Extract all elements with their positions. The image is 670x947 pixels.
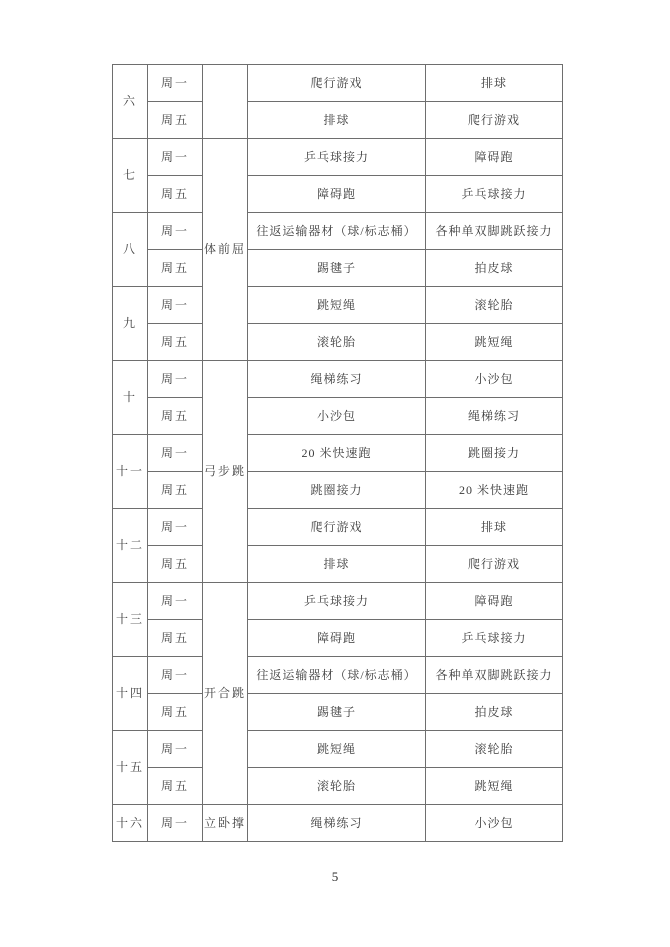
- day-label: 周一: [148, 139, 203, 176]
- activity-cell: 爬行游戏: [426, 102, 563, 139]
- day-label: 周五: [148, 398, 203, 435]
- activity-cell: 小沙包: [248, 398, 426, 435]
- day-label: 周五: [148, 102, 203, 139]
- activity-cell: 跳圈接力: [426, 435, 563, 472]
- activity-cell: 乒乓球接力: [248, 139, 426, 176]
- activity-cell: 各种单双脚跳跃接力: [426, 213, 563, 250]
- table-row: [113, 65, 563, 102]
- activity-cell: 障碍跑: [426, 583, 563, 620]
- activity-cell: 乒乓球接力: [426, 176, 563, 213]
- exercise-group-label: 开合跳: [203, 583, 248, 805]
- week-label: 十二: [113, 509, 148, 583]
- activity-cell: 跳短绳: [248, 731, 426, 768]
- table-row: [113, 731, 563, 768]
- week-label: 八: [113, 213, 148, 287]
- table-row: [113, 694, 563, 731]
- activity-cell: 排球: [426, 65, 563, 102]
- week-label: 十五: [113, 731, 148, 805]
- table-row: [113, 139, 563, 176]
- day-label: 周一: [148, 213, 203, 250]
- day-label: 周一: [148, 583, 203, 620]
- table-row: [113, 102, 563, 139]
- pe-schedule-table: [112, 64, 563, 842]
- table-row: [113, 398, 563, 435]
- day-label: 周五: [148, 768, 203, 805]
- activity-cell: 绳梯练习: [248, 805, 426, 842]
- exercise-group-label: [203, 65, 248, 139]
- activity-cell: 跳短绳: [248, 287, 426, 324]
- activity-cell: 障碍跑: [426, 139, 563, 176]
- table-row: [113, 805, 563, 842]
- day-label: 周一: [148, 509, 203, 546]
- activity-cell: 跳短绳: [426, 768, 563, 805]
- table-row: [113, 213, 563, 250]
- exercise-group-label: 弓步跳: [203, 361, 248, 583]
- day-label: 周一: [148, 435, 203, 472]
- activity-cell: 障碍跑: [248, 620, 426, 657]
- activity-cell: 滚轮胎: [248, 324, 426, 361]
- day-label: 周五: [148, 250, 203, 287]
- activity-cell: 滚轮胎: [248, 768, 426, 805]
- activity-cell: 各种单双脚跳跃接力: [426, 657, 563, 694]
- day-label: 周五: [148, 546, 203, 583]
- activity-cell: 障碍跑: [248, 176, 426, 213]
- activity-cell: 滚轮胎: [426, 731, 563, 768]
- activity-cell: 往返运输器材（球/标志桶）: [248, 657, 426, 694]
- page-number: 5: [331, 869, 339, 884]
- activity-cell: 跳短绳: [426, 324, 563, 361]
- table-row: [113, 768, 563, 805]
- activity-cell: 小沙包: [426, 805, 563, 842]
- activity-cell: 小沙包: [426, 361, 563, 398]
- week-label: 七: [113, 139, 148, 213]
- week-label: 六: [113, 65, 148, 139]
- activity-cell: 绳梯练习: [426, 398, 563, 435]
- table-row: [113, 324, 563, 361]
- table-row: [113, 509, 563, 546]
- table-row: [113, 472, 563, 509]
- week-label: 十一: [113, 435, 148, 509]
- table-row: [113, 435, 563, 472]
- table-row: [113, 361, 563, 398]
- activity-cell: 乒乓球接力: [426, 620, 563, 657]
- week-label: 九: [113, 287, 148, 361]
- week-label: 十: [113, 361, 148, 435]
- activity-cell: 往返运输器材（球/标志桶）: [248, 213, 426, 250]
- day-label: 周一: [148, 65, 203, 102]
- table-row: [113, 620, 563, 657]
- activity-cell: 爬行游戏: [248, 509, 426, 546]
- day-label: 周一: [148, 731, 203, 768]
- day-label: 周五: [148, 472, 203, 509]
- activity-cell: 跳圈接力: [248, 472, 426, 509]
- activity-cell: 拍皮球: [426, 694, 563, 731]
- activity-cell: 绳梯练习: [248, 361, 426, 398]
- activity-cell: 排球: [426, 509, 563, 546]
- week-label: 十四: [113, 657, 148, 731]
- activity-cell: 排球: [248, 546, 426, 583]
- table-row: [113, 657, 563, 694]
- exercise-group-label: 立卧撑: [203, 805, 248, 842]
- table-row: [113, 250, 563, 287]
- activity-cell: 拍皮球: [426, 250, 563, 287]
- table-row: [113, 176, 563, 213]
- day-label: 周五: [148, 324, 203, 361]
- activity-cell: 排球: [248, 102, 426, 139]
- week-label: 十六: [113, 805, 148, 842]
- table-row: [113, 546, 563, 583]
- day-label: 周五: [148, 176, 203, 213]
- activity-cell: 踢毽子: [248, 694, 426, 731]
- activity-cell: 滚轮胎: [426, 287, 563, 324]
- day-label: 周一: [148, 657, 203, 694]
- day-label: 周五: [148, 694, 203, 731]
- activity-cell: 20 米快速跑: [426, 472, 563, 509]
- activity-cell: 乒乓球接力: [248, 583, 426, 620]
- activity-cell: 爬行游戏: [248, 65, 426, 102]
- table-row: [113, 583, 563, 620]
- day-label: 周一: [148, 287, 203, 324]
- activity-cell: 踢毽子: [248, 250, 426, 287]
- table-row: [113, 287, 563, 324]
- exercise-group-label: 体前屈: [203, 139, 248, 361]
- activity-cell: 爬行游戏: [426, 546, 563, 583]
- day-label: 周一: [148, 361, 203, 398]
- day-label: 周一: [148, 805, 203, 842]
- day-label: 周五: [148, 620, 203, 657]
- activity-cell: 20 米快速跑: [248, 435, 426, 472]
- week-label: 十三: [113, 583, 148, 657]
